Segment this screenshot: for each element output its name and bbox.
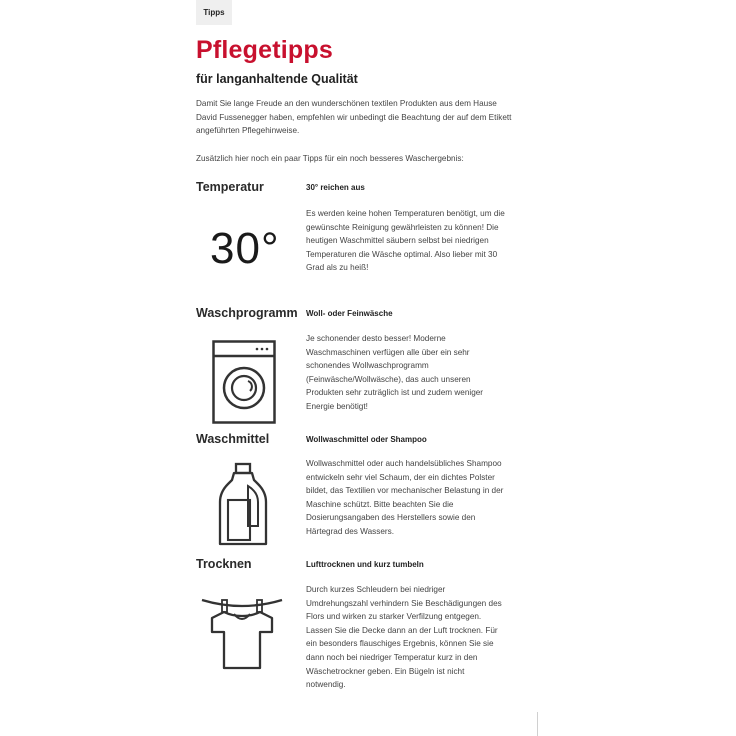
page-title: Pflegetipps (196, 36, 333, 64)
section-waschprogramm-text: Je schonender desto besser! Moderne Waschmaschinen verfügen alle über ein sehr schonendes Wollwaschprogramm (Feinwäsche/Wollwäsche), das auch unseren Produkten sehr zuträglich ist und zudem weniger Energie benötigt! (306, 334, 484, 411)
tab-tipps[interactable]: Tipps (196, 0, 232, 25)
section-trocknen-subtitle: Lufttrocknen und kurz tumbeln (306, 560, 424, 569)
page-subtitle: für langanhaltende Qualität (196, 72, 358, 86)
section-waschmittel-subtitle: Wollwaschmittel oder Shampoo (306, 435, 427, 444)
intro-paragraph: Damit Sie lange Freude an den wunderschönen textilen Produkten aus dem Hause David Fussenegger haben, empfehlen wir unbedingt die Beachtung der auf dem Etikett angeführten Pflegehinweise. (196, 99, 512, 136)
section-waschmittel-text: Wollwaschmittel oder auch handelsübliches Shampoo entwickeln sehr viel Schaum, der ein dichtes Polster bildet, das Textilien vor mechanischer Belastung in der Maschine schützt. Bitte beachten Sie die Dosierungsangaben des Herstellers sowie den Härtegrad des Wassers. (306, 459, 504, 536)
section-temperatur-text: Es werden keine hohen Temperaturen benötigt, um die gewünschte Reinigung gewährleisten zu können! Die heutigen Waschmittel säubern selbst bei niedrigen Temperaturen die Wäsche optimal. Also lieber mit 30 Grad als zu heiß! (306, 209, 505, 273)
section-waschmittel-title: Waschmittel (196, 432, 270, 446)
section-waschprogramm-subtitle: Woll- oder Feinwäsche (306, 309, 393, 318)
section-temperatur-subtitle: 30° reichen aus (306, 183, 365, 192)
temperature-30-icon: 30° (210, 224, 280, 273)
section-temperatur-title: Temperatur (196, 180, 264, 194)
divider (537, 712, 538, 736)
section-trocknen-title: Trocknen (196, 557, 252, 571)
extra-paragraph: Zusätzlich hier noch ein paar Tipps für ein noch besseres Waschergebnis: (196, 154, 464, 163)
section-trocknen-text: Durch kurzes Schleudern bei niedriger Umdrehungszahl verhindern Sie Beschädigungen des Flors und wirken zu starker Verfilzung entgegen. Lassen Sie die Decke dann an der Luft trocknen. Für ein besonders flauschiges Ergebnis, können Sie sie dann noch bei niedriger Temperatur kurz in den Wäschetrockner geben. Ein Bügeln ist nicht notwendig. (306, 585, 502, 690)
section-waschprogramm-title: Waschprogramm (196, 306, 298, 320)
